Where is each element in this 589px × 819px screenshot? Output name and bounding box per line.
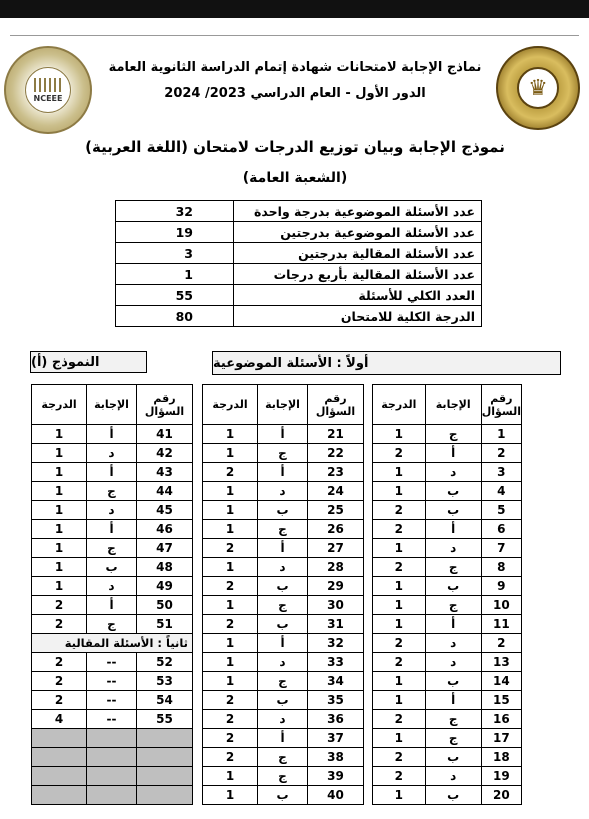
empty-shaded-row <box>32 729 193 748</box>
question-grade: 2 <box>32 615 87 634</box>
answer-letter: ج <box>258 444 308 463</box>
answer-letter: ب <box>258 615 308 634</box>
empty-cell <box>32 786 87 805</box>
answer-row <box>373 672 522 691</box>
question-number: 3 <box>481 463 521 482</box>
col-grade: الدرجة <box>32 385 87 425</box>
answer-row <box>32 596 193 615</box>
pillars-icon <box>34 78 62 92</box>
answer-letter: أ <box>258 425 308 444</box>
question-number: 15 <box>481 691 521 710</box>
question-grade: 1 <box>203 501 258 520</box>
answer-letter: ب <box>258 691 308 710</box>
answer-row <box>32 710 193 729</box>
question-grade: 1 <box>203 596 258 615</box>
section-essay-row <box>32 634 193 653</box>
question-grade: 2 <box>373 501 426 520</box>
answer-row <box>203 577 364 596</box>
header-divider <box>10 35 579 36</box>
summary-value: 3 <box>116 243 234 264</box>
answer-row <box>373 691 522 710</box>
empty-cell <box>87 729 137 748</box>
answer-letter: د <box>87 577 137 596</box>
answer-row <box>203 482 364 501</box>
answer-row <box>203 520 364 539</box>
question-grade: 2 <box>32 596 87 615</box>
answer-row <box>373 710 522 729</box>
answer-key-page <box>0 18 589 819</box>
answer-letter: ب <box>425 482 481 501</box>
answer-row <box>203 729 364 748</box>
answers-table-1 <box>372 384 522 805</box>
summary-label: العدد الكلي للأسئلة <box>234 285 482 306</box>
answer-row <box>32 501 193 520</box>
page-subtitle: (الشعبة العامة) <box>242 170 348 186</box>
answer-row <box>203 501 364 520</box>
answer-row <box>373 539 522 558</box>
answer-letter: أ <box>258 463 308 482</box>
question-grade: 1 <box>203 425 258 444</box>
question-number: 9 <box>481 577 521 596</box>
empty-cell <box>87 748 137 767</box>
question-number: 28 <box>308 558 364 577</box>
question-grade: 1 <box>203 767 258 786</box>
answer-letter: -- <box>87 653 137 672</box>
section-objective-label: أولاً : الأسئلة الموضوعية <box>212 351 561 375</box>
answer-letter: ج <box>258 767 308 786</box>
col-answer: الإجابة <box>87 385 137 425</box>
question-grade: 1 <box>373 463 426 482</box>
answer-letter: ب <box>425 501 481 520</box>
question-number: 39 <box>308 767 364 786</box>
answer-row <box>373 501 522 520</box>
question-number: 4 <box>481 482 521 501</box>
question-grade: 1 <box>32 482 87 501</box>
answer-letter: ج <box>87 482 137 501</box>
summary-label: عدد الأسئلة الموضوعية بدرجتين <box>234 222 482 243</box>
summary-label: عدد الأسئلة الموضوعية بدرجة واحدة <box>234 201 482 222</box>
answer-row <box>373 444 522 463</box>
answer-row <box>373 558 522 577</box>
answer-row <box>203 463 364 482</box>
summary-row <box>116 201 482 222</box>
question-number: 45 <box>137 501 193 520</box>
answer-row <box>203 653 364 672</box>
question-grade: 4 <box>32 710 87 729</box>
answer-letter: د <box>258 710 308 729</box>
empty-cell <box>32 767 87 786</box>
question-number: 25 <box>308 501 364 520</box>
question-grade: 1 <box>32 425 87 444</box>
summary-row <box>116 222 482 243</box>
question-number: 21 <box>308 425 364 444</box>
question-number: 8 <box>481 558 521 577</box>
question-number: 13 <box>481 653 521 672</box>
empty-cell <box>137 748 193 767</box>
question-grade: 1 <box>373 672 426 691</box>
question-grade: 2 <box>373 767 426 786</box>
answer-row <box>32 653 193 672</box>
answer-letter: -- <box>87 691 137 710</box>
question-number: 53 <box>137 672 193 691</box>
question-grade: 1 <box>203 653 258 672</box>
col-question-no: رقم السؤال <box>481 385 521 425</box>
question-number: 46 <box>137 520 193 539</box>
question-grade: 1 <box>32 463 87 482</box>
answer-letter: ج <box>425 425 481 444</box>
answer-letter: -- <box>87 710 137 729</box>
answer-letter: د <box>425 767 481 786</box>
question-number: 18 <box>481 748 521 767</box>
answer-letter: د <box>425 539 481 558</box>
answer-letter: -- <box>87 672 137 691</box>
question-number: 2 <box>481 444 521 463</box>
question-number: 6 <box>481 520 521 539</box>
empty-shaded-row <box>32 786 193 805</box>
answer-letter: د <box>425 653 481 672</box>
section-essay-label: ثانياً : الأسئلة المقالية <box>32 634 193 653</box>
answer-letter: د <box>258 653 308 672</box>
question-grade: 1 <box>373 729 426 748</box>
question-number: 43 <box>137 463 193 482</box>
answers-table-2 <box>202 384 364 805</box>
question-grade: 2 <box>203 710 258 729</box>
question-grade: 1 <box>32 520 87 539</box>
question-number: 55 <box>137 710 193 729</box>
answer-row <box>373 577 522 596</box>
col-question-no: رقم السؤال <box>137 385 193 425</box>
question-number: 20 <box>481 786 521 805</box>
answer-letter: ب <box>258 786 308 805</box>
summary-row <box>116 306 482 327</box>
question-number: 14 <box>481 672 521 691</box>
question-grade: 1 <box>373 691 426 710</box>
question-number: 11 <box>481 615 521 634</box>
question-number: 23 <box>308 463 364 482</box>
summary-value: 19 <box>116 222 234 243</box>
summary-row <box>116 264 482 285</box>
question-number: 26 <box>308 520 364 539</box>
question-number: 22 <box>308 444 364 463</box>
question-grade: 1 <box>203 786 258 805</box>
answer-row <box>203 786 364 805</box>
question-grade: 1 <box>373 539 426 558</box>
answer-row <box>373 463 522 482</box>
question-number: 32 <box>308 634 364 653</box>
answer-letter: أ <box>87 596 137 615</box>
question-number: 1 <box>481 425 521 444</box>
question-number: 35 <box>308 691 364 710</box>
question-grade: 1 <box>203 444 258 463</box>
answer-row <box>32 425 193 444</box>
empty-cell <box>137 729 193 748</box>
col-question-no: رقم السؤال <box>308 385 364 425</box>
answer-letter: ج <box>425 596 481 615</box>
empty-cell <box>137 786 193 805</box>
question-grade: 1 <box>203 558 258 577</box>
answer-letter: أ <box>87 425 137 444</box>
answer-row <box>203 444 364 463</box>
question-grade: 1 <box>32 577 87 596</box>
question-number: 42 <box>137 444 193 463</box>
answer-letter: د <box>87 501 137 520</box>
question-grade: 2 <box>32 653 87 672</box>
question-number: 34 <box>308 672 364 691</box>
empty-shaded-row <box>32 748 193 767</box>
answer-letter: ج <box>258 596 308 615</box>
answer-row <box>373 520 522 539</box>
answer-letter: د <box>258 558 308 577</box>
answer-row <box>32 482 193 501</box>
question-grade: 2 <box>373 710 426 729</box>
question-grade: 2 <box>203 577 258 596</box>
answer-letter: د <box>87 444 137 463</box>
col-answer: الإجابة <box>258 385 308 425</box>
question-number: 40 <box>308 786 364 805</box>
answer-row <box>373 786 522 805</box>
answer-row <box>32 577 193 596</box>
answer-row <box>373 748 522 767</box>
answer-letter: ب <box>87 558 137 577</box>
question-grade: 2 <box>203 539 258 558</box>
answer-row <box>203 767 364 786</box>
question-grade: 1 <box>32 539 87 558</box>
question-grade: 2 <box>203 691 258 710</box>
question-number: 51 <box>137 615 193 634</box>
answer-letter: ج <box>425 558 481 577</box>
question-number: 7 <box>481 539 521 558</box>
question-number: 44 <box>137 482 193 501</box>
question-grade: 1 <box>32 558 87 577</box>
ministry-seal-logo <box>496 46 580 130</box>
answer-row <box>203 425 364 444</box>
answer-letter: ج <box>258 520 308 539</box>
answer-row <box>32 615 193 634</box>
question-number: 5 <box>481 501 521 520</box>
question-grade: 1 <box>203 520 258 539</box>
answer-letter: ج <box>425 710 481 729</box>
answers-table-3 <box>31 384 193 805</box>
answer-letter: ج <box>87 615 137 634</box>
answer-letter: ج <box>87 539 137 558</box>
question-grade: 2 <box>373 634 426 653</box>
answer-row <box>32 691 193 710</box>
header-line-1: نماذج الإجابة لامتحانات شهادة إتمام الدراسة الثانوية العامة <box>108 60 482 75</box>
model-label: النموذج (أ) <box>30 351 147 373</box>
answer-letter: ب <box>425 672 481 691</box>
question-number: 16 <box>481 710 521 729</box>
nceee-logo <box>4 46 92 134</box>
answer-letter: أ <box>258 634 308 653</box>
question-number: 54 <box>137 691 193 710</box>
question-grade: 2 <box>373 653 426 672</box>
question-grade: 2 <box>373 444 426 463</box>
summary-row <box>116 243 482 264</box>
answer-letter: أ <box>87 463 137 482</box>
question-number: 47 <box>137 539 193 558</box>
answer-row <box>203 672 364 691</box>
answer-row <box>203 615 364 634</box>
answer-letter: ب <box>425 786 481 805</box>
empty-cell <box>137 767 193 786</box>
answer-row <box>373 653 522 672</box>
answer-row <box>373 729 522 748</box>
question-number: 49 <box>137 577 193 596</box>
answer-row <box>203 558 364 577</box>
question-grade: 2 <box>203 729 258 748</box>
answer-letter: ب <box>258 501 308 520</box>
summary-value: 55 <box>116 285 234 306</box>
answer-letter: أ <box>258 729 308 748</box>
question-number: 2 <box>481 634 521 653</box>
question-number: 33 <box>308 653 364 672</box>
answer-row <box>32 444 193 463</box>
top-dark-bar <box>0 0 589 18</box>
question-grade: 2 <box>203 615 258 634</box>
summary-value: 80 <box>116 306 234 327</box>
question-number: 50 <box>137 596 193 615</box>
question-grade: 1 <box>373 577 426 596</box>
question-number: 24 <box>308 482 364 501</box>
question-grade: 2 <box>203 748 258 767</box>
nceee-logo-text: NCEEE <box>33 93 63 103</box>
question-number: 36 <box>308 710 364 729</box>
answer-row <box>373 615 522 634</box>
answer-row <box>203 634 364 653</box>
question-number: 10 <box>481 596 521 615</box>
answer-row <box>32 463 193 482</box>
answer-row <box>373 596 522 615</box>
answer-row <box>203 691 364 710</box>
question-grade: 1 <box>203 482 258 501</box>
summary-label: عدد الأسئلة المقالية بدرجتين <box>234 243 482 264</box>
empty-cell <box>87 767 137 786</box>
question-grade: 1 <box>203 672 258 691</box>
answer-row <box>203 596 364 615</box>
question-grade: 2 <box>373 520 426 539</box>
question-number: 31 <box>308 615 364 634</box>
question-number: 30 <box>308 596 364 615</box>
answer-letter: ب <box>425 748 481 767</box>
answer-row <box>203 710 364 729</box>
answer-letter: ج <box>258 748 308 767</box>
answer-letter: أ <box>258 539 308 558</box>
question-number: 48 <box>137 558 193 577</box>
answer-row <box>203 539 364 558</box>
question-number: 17 <box>481 729 521 748</box>
question-grade: 1 <box>373 425 426 444</box>
answer-row <box>32 539 193 558</box>
answer-row <box>373 425 522 444</box>
question-number: 29 <box>308 577 364 596</box>
answer-row <box>203 748 364 767</box>
answer-letter: أ <box>425 444 481 463</box>
question-grade: 2 <box>32 672 87 691</box>
answer-row <box>373 634 522 653</box>
header-line-2: الدور الأول - العام الدراسي 2023/ 2024 <box>164 86 426 101</box>
question-number: 52 <box>137 653 193 672</box>
question-grade: 2 <box>203 463 258 482</box>
summary-label: عدد الأسئلة المقالية بأربع درجات <box>234 264 482 285</box>
answer-letter: أ <box>87 520 137 539</box>
question-grade: 2 <box>373 748 426 767</box>
answer-letter: أ <box>425 520 481 539</box>
summary-value: 1 <box>116 264 234 285</box>
question-grade: 1 <box>373 615 426 634</box>
question-grade: 1 <box>32 444 87 463</box>
answer-letter: د <box>258 482 308 501</box>
summary-label: الدرجة الكلية للامتحان <box>234 306 482 327</box>
question-grade: 1 <box>32 501 87 520</box>
question-grade: 1 <box>203 634 258 653</box>
answer-letter: أ <box>425 615 481 634</box>
question-grade: 2 <box>373 558 426 577</box>
answer-row <box>373 482 522 501</box>
question-number: 19 <box>481 767 521 786</box>
question-number: 37 <box>308 729 364 748</box>
summary-table <box>115 200 482 327</box>
answer-letter: ب <box>258 577 308 596</box>
answer-letter: ج <box>425 729 481 748</box>
empty-cell <box>32 748 87 767</box>
answer-row <box>373 767 522 786</box>
answer-letter: ب <box>425 577 481 596</box>
question-grade: 2 <box>32 691 87 710</box>
question-grade: 1 <box>373 482 426 501</box>
question-number: 27 <box>308 539 364 558</box>
answer-letter: ج <box>258 672 308 691</box>
empty-shaded-row <box>32 767 193 786</box>
question-grade: 1 <box>373 596 426 615</box>
col-answer: الإجابة <box>425 385 481 425</box>
empty-cell <box>32 729 87 748</box>
answer-row <box>32 558 193 577</box>
question-grade: 1 <box>373 786 426 805</box>
summary-row <box>116 285 482 306</box>
answer-row <box>32 672 193 691</box>
answer-letter: د <box>425 463 481 482</box>
col-grade: الدرجة <box>203 385 258 425</box>
summary-value: 32 <box>116 201 234 222</box>
empty-cell <box>87 786 137 805</box>
answer-letter: أ <box>425 691 481 710</box>
eagle-emblem-icon: ♛ <box>517 67 559 109</box>
answer-letter: د <box>425 634 481 653</box>
page-title: نموذج الإجابة وبيان توزيع الدرجات لامتحان (اللغة العربية) <box>85 138 505 156</box>
question-number: 38 <box>308 748 364 767</box>
col-grade: الدرجة <box>373 385 426 425</box>
question-number: 41 <box>137 425 193 444</box>
answer-row <box>32 520 193 539</box>
